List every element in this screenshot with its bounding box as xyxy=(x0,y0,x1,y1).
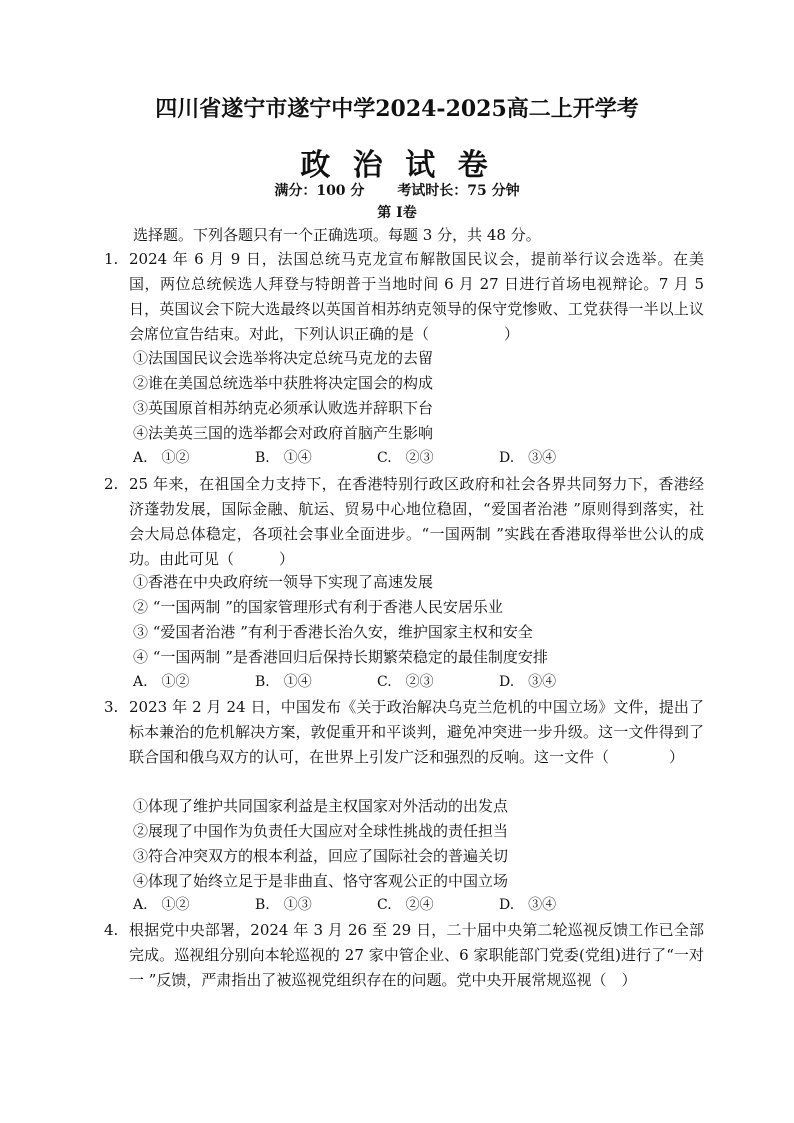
answer-choices xyxy=(133,894,621,914)
statement-option: ③ “爱国者治港 ”有利于香港长治久安，维护国家主权和安全 xyxy=(133,623,533,641)
statement-option: ②展现了中国作为负责任大国应对全球性挑战的责任担当 xyxy=(133,822,509,840)
question-stem: 根据党中央部署，2024 年 3 月 26 至 29 日，二十届中央第二轮巡视反馈工作已全部完成。巡视组分别向本轮巡视的 27 家中管企业、6 家职能部门党委(党组)进行了“一对一 ”反馈，严肃指出了被巡视党组织存在的问题。党中央开展常规巡视（ ） xyxy=(129,921,704,989)
question-1 xyxy=(104,247,704,347)
subject-title: 政 治 试 卷 xyxy=(300,148,494,183)
question-3 xyxy=(104,695,704,770)
statement-option: ② “一国两制 ”的国家管理形式有利于香港人民安居乐业 xyxy=(133,598,503,616)
choice-a: A. ①② xyxy=(133,450,190,466)
choice-b: B. ①④ xyxy=(255,450,312,466)
question-stem: 25 年来，在祖国全力支持下，在香港特别行政区政府和社会各界共同努力下，香港经济蓬勃发展，国际金融、航运、贸易中心地位稳固，“爱国者治港 ”原则得到落实，社会大局总体稳定，各项社会事业全面进步。“一国两制 ”实践在香港取得举世公认的成功。由此可见（ ） xyxy=(129,475,704,568)
statement-option: ④ “一国两制 ”是香港回归后保持长期繁荣稳定的最佳制度安排 xyxy=(133,648,548,666)
question-stem: 2023 年 2 月 24 日，中国发布《关于政治解决乌克兰危机的中国立场》文件，提出了标本兼治的危机解决方案，敦促重开和平谈判，避免冲突进一步升级。这一文件得到了联合国和俄乌双方的认可，在世界上引发广泛和强烈的反响。这一文件（ ） xyxy=(129,698,704,766)
statement-option: ④体现了始终立足于是非曲直、恪守客观公正的中国立场 xyxy=(133,872,509,890)
choice-c: C. ②③ xyxy=(377,674,434,690)
choice-b: B. ①③ xyxy=(255,897,312,913)
part-heading: 第 I卷 xyxy=(377,205,417,221)
choice-c: C. ②④ xyxy=(377,897,434,913)
choice-a: A. ①② xyxy=(133,897,190,913)
choice-d: D. ③④ xyxy=(499,674,557,690)
exam-duration: 考试时长：75 分钟 xyxy=(397,183,520,199)
question-number: 4. xyxy=(104,921,119,939)
exam-meta xyxy=(0,180,794,200)
instruction-text: 选择题。下列各题只有一个正确选项。每题 3 分，共 48 分。 xyxy=(133,226,541,244)
choice-d: D. ③④ xyxy=(499,897,557,913)
answer-choices xyxy=(133,447,621,467)
question-number: 1. xyxy=(104,250,119,268)
choice-c: C. ②③ xyxy=(377,450,434,466)
statement-option: ①体现了维护共同国家利益是主权国家对外活动的出发点 xyxy=(133,797,509,815)
question-number: 3. xyxy=(104,698,119,716)
question-number: 2. xyxy=(104,475,119,493)
statement-option: ①法国国民议会选举将决定总统马克龙的去留 xyxy=(133,349,434,367)
statement-option: ④法美英三国的选举都会对政府首脑产生影响 xyxy=(133,424,434,442)
answer-choices xyxy=(133,671,621,691)
choice-a: A. ①② xyxy=(133,674,190,690)
question-4 xyxy=(104,918,704,993)
choice-d: D. ③④ xyxy=(499,450,557,466)
full-score: 满分：100 分 xyxy=(274,183,365,199)
statement-option: ②谁在美国总统选举中获胜将决定国会的构成 xyxy=(133,374,434,392)
question-2 xyxy=(104,472,704,572)
statement-option: ③英国原首相苏纳克必须承认败选并辞职下台 xyxy=(133,399,434,417)
exam-title: 四川省遂宁市遂宁中学2024-2025高二上开学考 xyxy=(155,96,639,122)
statement-option: ①香港在中央政府统一领导下实现了高速发展 xyxy=(133,573,434,591)
statement-option: ③符合冲突双方的根本利益，回应了国际社会的普遍关切 xyxy=(133,847,509,865)
choice-b: B. ①④ xyxy=(255,674,312,690)
question-stem: 2024 年 6 月 9 日，法国总统马克龙宣布解散国民议会，提前举行议会选举。在美国，两位总统候选人拜登与特朗普于当地时间 6 月 27 日进行首场电视辩论。7 月 5 日，英国议会下院大选最终以英国首相苏纳克领导的保守党惨败、工党获得一半以上议会席位宣告结束。对此，下列认识正确的是（ ） xyxy=(129,250,704,343)
